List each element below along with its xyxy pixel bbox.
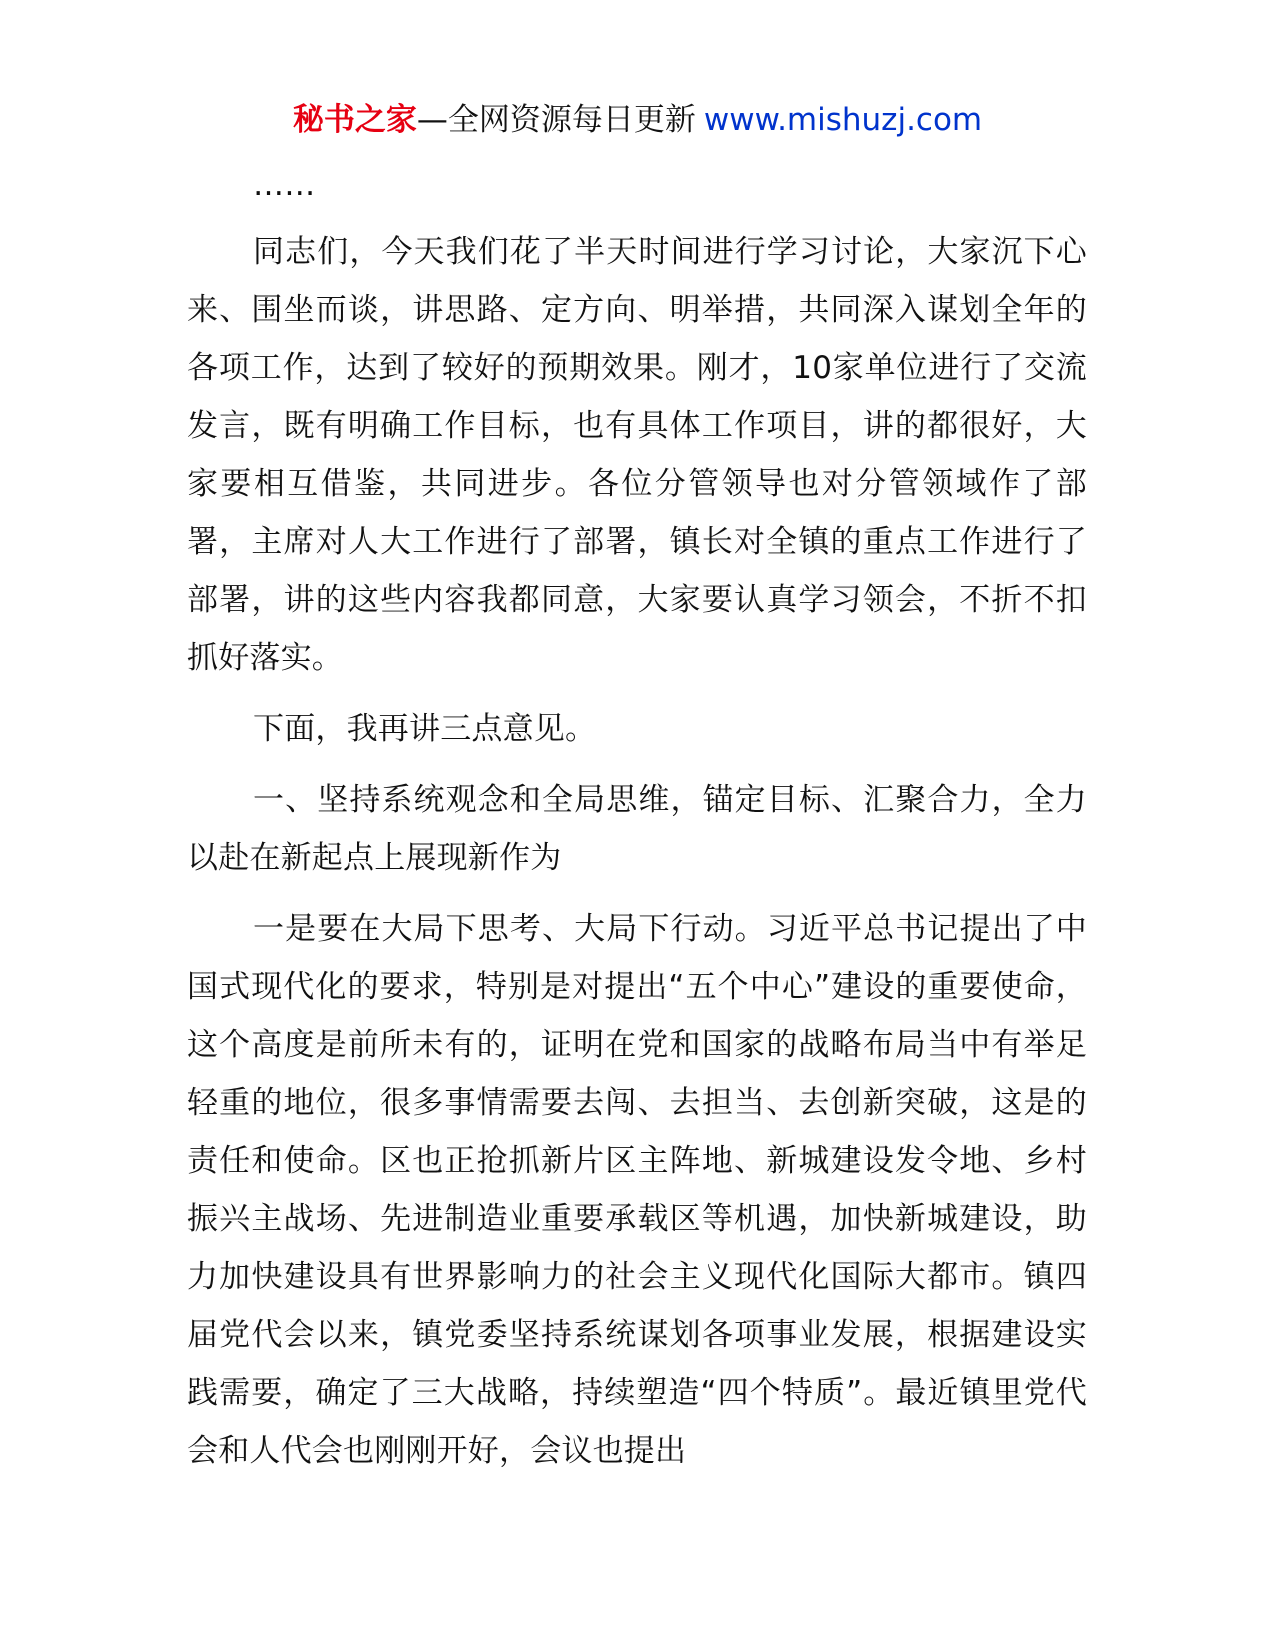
page-header — [0, 100, 1275, 140]
document-body — [187, 165, 1087, 1493]
ellipsis-paragraph: …… — [253, 167, 316, 203]
brand-name: 秘书之家 — [292, 102, 417, 138]
website-link[interactable]: www.mishuzj.com — [703, 102, 983, 138]
section-heading: 一、坚持系统观念和全局思维，锚定目标、汇聚合力，全力以赴在新起点上展现新作为 — [187, 782, 1087, 876]
header-tagline: —全网资源每日更新 — [416, 102, 696, 138]
opening-paragraph: 同志们，今天我们花了半天时间进行学习讨论，大家沉下心来、围坐而谈，讲思路、定方向、明举措，共同深入谋划全年的各项工作，达到了较好的预期效果。刚才，10家单位进行了交流发言，既有明确工作目标，也有具体工作项目，讲的都很好，大家要相互借鉴，共同进步。各位分管领导也对分管领域作了部署，主席对人大工作进行了部署，镇长对全镇的重点工作进行了部署，讲的这些内容我都同意，大家要认真学习领会，不折不扣抓好落实。 — [187, 234, 1087, 676]
body-paragraph: 一是要在大局下思考、大局下行动。习近平总书记提出了中国式现代化的要求，特别是对提出“五个中心”建设的重要使命，这个高度是前所未有的，证明在党和国家的战略布局当中有举足轻重的地位，很多事情需要去闯、去担当、去创新突破，这是的责任和使命。区也正抢抓新片区主阵地、新城建设发令地、乡村振兴主战场、先进制造业重要承载区等机遇，加快新城建设，助力加快建设具有世界影响力的社会主义现代化国际大都市。镇四届党代会以来，镇党委坚持系统谋划各项事业发展，根据建设实践需要，确定了三大战略，持续塑造“四个特质”。最近镇里党代会和人代会也刚刚开好，会议也提出 — [187, 911, 1087, 1469]
transition-paragraph: 下面，我再讲三点意见。 — [253, 711, 597, 747]
